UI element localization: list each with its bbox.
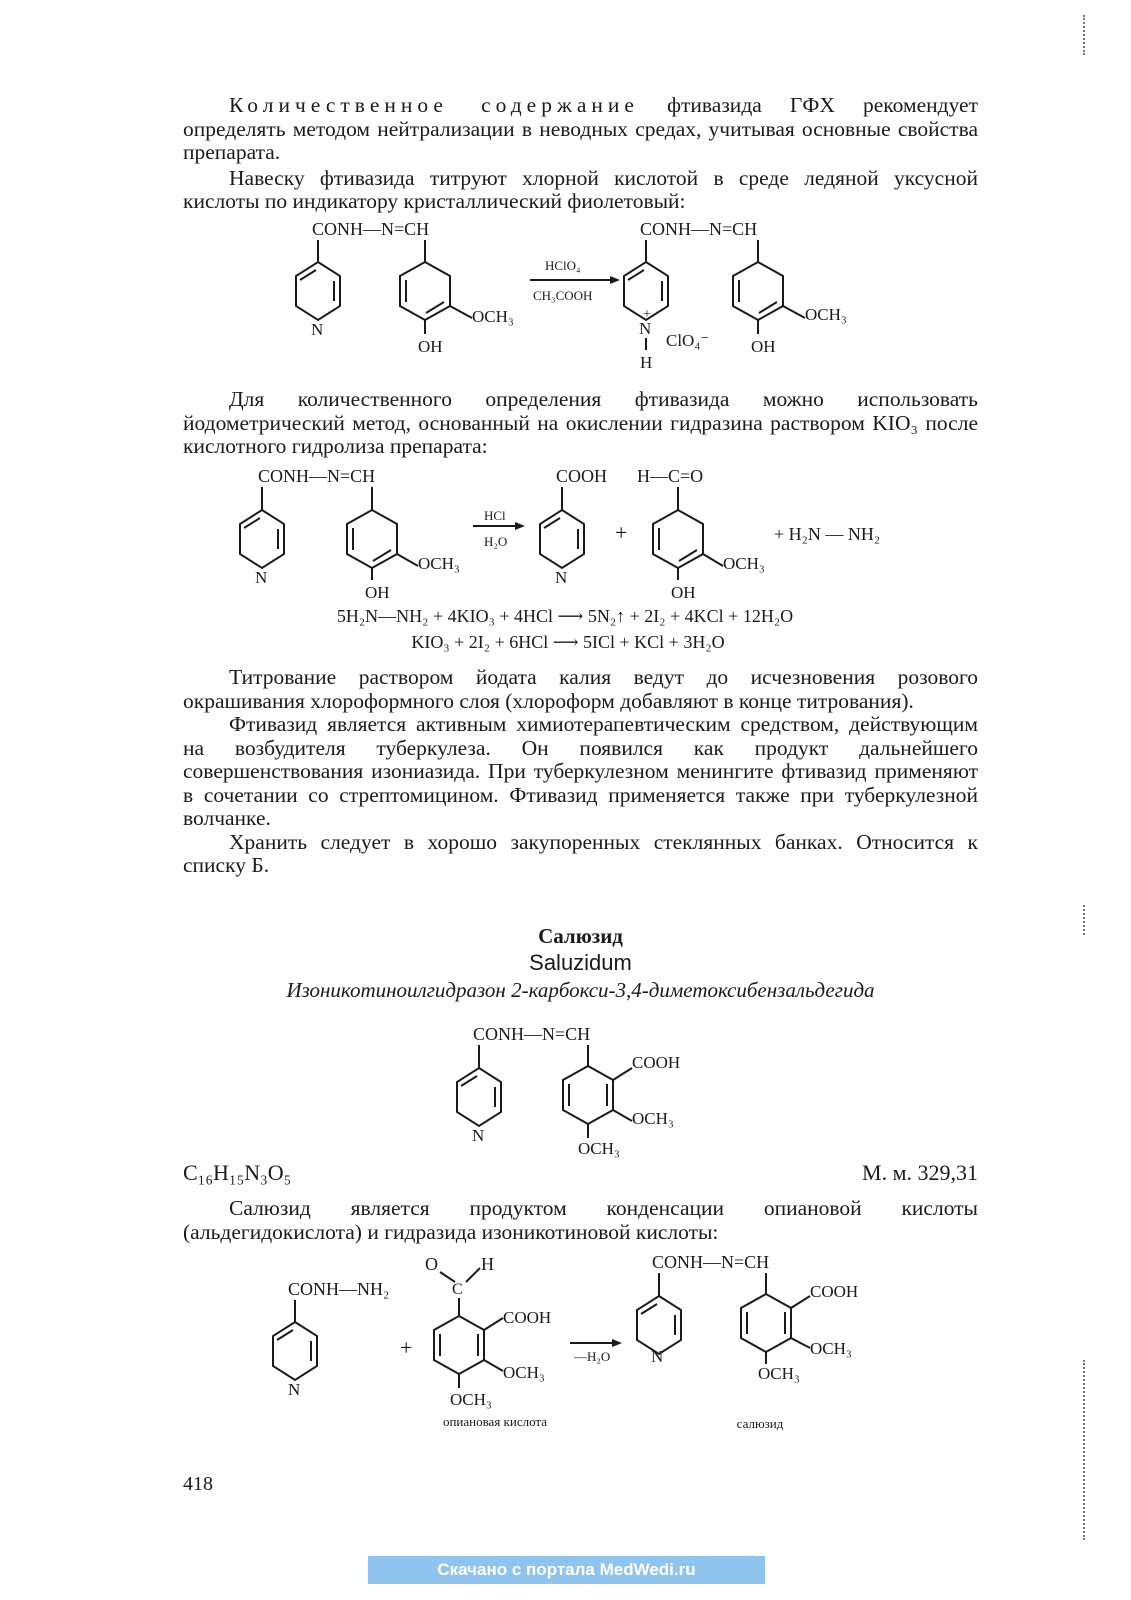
substituent-label: CONH—N=CH [258, 466, 376, 486]
plus-sign: + [400, 1335, 413, 1360]
benzene-ring [563, 1066, 613, 1124]
methoxy-label: OCH₃ [503, 1363, 545, 1382]
benzene-ring [741, 1294, 791, 1352]
saluzid-structure [0, 1020, 1131, 1165]
reaction-scheme-4 [0, 1250, 1131, 1435]
scan-edge-mark [1083, 15, 1089, 55]
molecular-mass: М. м. 329,31 [862, 1160, 978, 1185]
solvent-label: CH₃COOH [533, 288, 593, 303]
page-number: 418 [183, 1473, 213, 1495]
hydroxy-label: OH [418, 337, 443, 356]
formula-row [183, 1160, 978, 1186]
aldehyde-H: H [481, 1254, 494, 1274]
aldehyde-O: O [425, 1254, 438, 1274]
caption-saluzid: салюзид [736, 1416, 784, 1431]
carboxyl-label: COOH [810, 1282, 859, 1301]
chemical-name: Изоникотиноилгидразон 2-карбокси-3,4-диметоксибензальдегида [286, 978, 875, 1002]
benzene-ring [434, 1316, 484, 1374]
methoxy-label: OCH₃ [758, 1364, 800, 1383]
benzene-ring [347, 510, 397, 568]
paragraph: Хранить следует в хорошо закупоренных стеклянных банках. Относится к списку Б. [183, 829, 978, 877]
charge-plus: + [643, 307, 651, 322]
paragraph: Фтивазид является активным химиотерапевтическим средством, действующим на возбудителя туберкулеза. Он появился как продукт дальнейшего совершенствования изониазида. При туберкулезном менингите фтивазид применяют в сочетании со стрептомицином. Фтивазид применяется также при туберкулезной волчанке. [183, 712, 978, 830]
reagent-label: HCl [484, 508, 506, 523]
download-banner[interactable]: Скачано с портала MedWedi.ru [368, 1556, 765, 1584]
equation-2: KIO₃ + 2I₂ + 6HCl ⟶ 5ICl + KCl + 3H₂O [411, 632, 725, 652]
reaction-scheme-1 [0, 210, 1131, 385]
substituent-label: CONH—N=CH [640, 219, 758, 239]
hydrazine-label: + H₂N — NH₂ [774, 524, 881, 544]
aldehyde-C: C [452, 1281, 463, 1298]
paragraph: Для количественного определения фтивазида можно использовать йодометрический метод, основанный на окислении гидразина раствором KIO₃ после кислотного гидролиза препарата: [183, 387, 978, 458]
hydrazide-label: CONH—NH₂ [288, 1279, 390, 1299]
reagent-label: HClO₄ [545, 258, 581, 273]
methoxy-label: OCH₃ [632, 1109, 674, 1128]
hydroxy-label: OH [751, 337, 776, 356]
atom-label-N: N [651, 1347, 664, 1366]
methoxy-label: OCH₃ [810, 1339, 852, 1358]
atom-label-N: N [311, 320, 324, 339]
atom-label-N: N [288, 1380, 301, 1399]
reagent-label: —H₂O [574, 1349, 611, 1364]
paragraph: Количественное содержание фтивазида ГФХ рекомендует определять методом нейтрализации в неводных средах, учитывая основные свойства препарата. [183, 93, 978, 164]
methoxy-label: OCH₃ [723, 554, 765, 573]
scan-edge-mark [1083, 905, 1089, 935]
carboxyl-label: COOH [632, 1053, 681, 1072]
hydroxy-label: OH [671, 583, 696, 602]
atom-label-N: N [472, 1126, 485, 1145]
text-block-mid [183, 388, 978, 459]
substituent-label: CONH—N=CH [652, 1252, 770, 1272]
benzene-ring [733, 262, 783, 320]
benzene-ring [400, 262, 450, 320]
equation-1: 5H₂N—NH₂ + 4KIO₃ + 4HCl ⟶ 5N₂↑ + 2I₂ + 4KCl + 12H₂O [336, 606, 794, 626]
atom-label-N: N [555, 568, 568, 587]
aldehyde-label: H—C=O [637, 466, 704, 486]
carboxyl-label: COOH [503, 1308, 552, 1327]
reaction-scheme-2 [0, 460, 1131, 660]
methoxy-label: OCH₃ [418, 554, 460, 573]
substituent-label: CONH—N=CH [473, 1024, 591, 1044]
paragraph: Салюзид является продуктом конденсации опиановой кислоты (альдегидокислота) и гидразида изоникотиновой кислоты: [183, 1196, 978, 1244]
text-block-top [183, 94, 978, 214]
paragraph: Навеску фтивазида титруют хлорной кислотой в среде ледяной уксусной кислоты по индикатору кристаллический фиолетовый: [183, 165, 978, 213]
caption-opianic-acid: опиановая кислота [442, 1414, 548, 1429]
methoxy-label: OCH₃ [578, 1139, 620, 1158]
benzene-ring [653, 510, 703, 568]
atom-label-N: N [255, 568, 268, 587]
section-title: Салюзид [538, 924, 623, 948]
carboxyl-label: COOH [556, 466, 608, 486]
methoxy-label: OCH₃ [472, 307, 514, 326]
text-block-bottom [183, 666, 978, 878]
solvent-label: H₂O [484, 534, 508, 549]
perchlorate-label: ClO₄⁻ [666, 331, 710, 350]
latin-name: Saluzidum [529, 950, 632, 975]
methoxy-label: OCH₃ [805, 305, 847, 324]
scan-edge-mark [1083, 1360, 1089, 1540]
atom-label-N-plus: N [639, 319, 652, 338]
spaced-heading-text: Количественное содержание [229, 93, 639, 117]
molecular-formula: C₁₆H₁₅N₃O₅ [183, 1160, 292, 1185]
paragraph: Титрование раствором йодата калия ведут до исчезновения розового окрашивания хлороформного слоя (хлороформ добавляют в конце титрования). [183, 665, 978, 713]
text-block-saluzid [183, 1197, 978, 1244]
methoxy-label: OCH₃ [450, 1390, 492, 1409]
hydroxy-label: OH [365, 583, 390, 602]
atom-label-H: H [640, 353, 653, 372]
plus-sign: + [615, 520, 628, 545]
substituent-label: CONH—N=CH [312, 219, 430, 239]
